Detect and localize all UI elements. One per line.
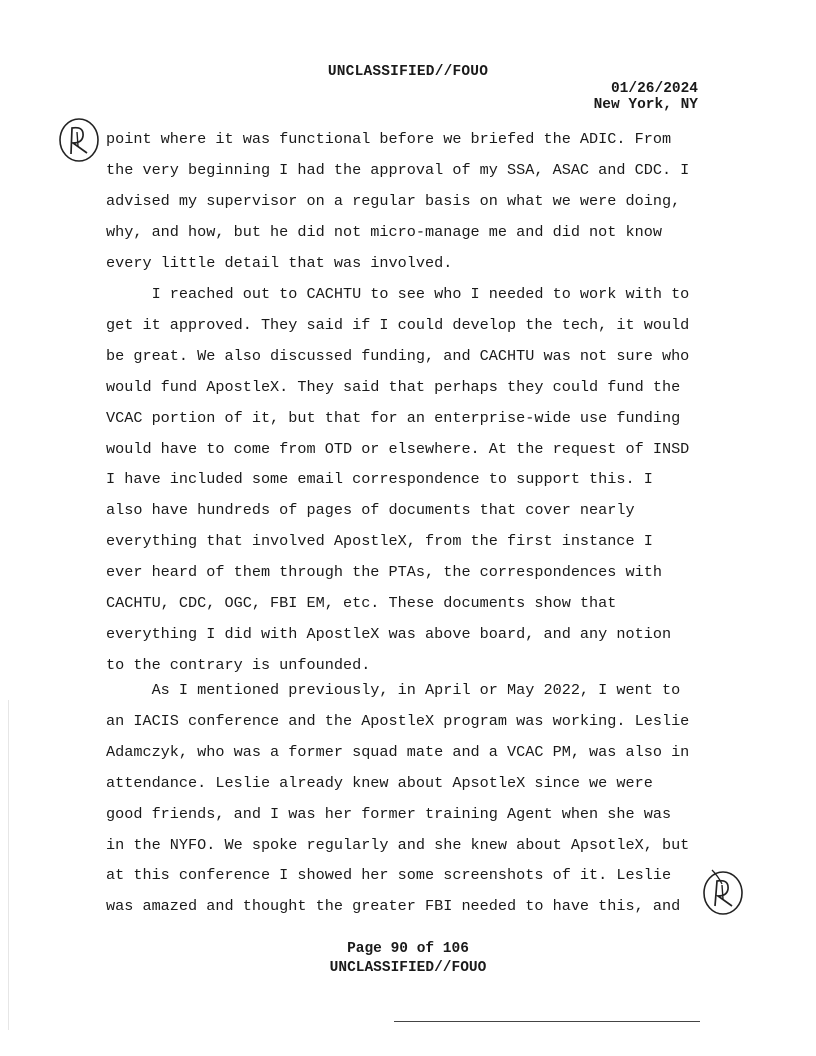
bottom-rule [394, 1021, 700, 1022]
text-line: in the NYFO. We spoke regularly and she knew about ApsotleX, but [106, 835, 690, 854]
text-line: every little detail that was involved. [106, 253, 453, 272]
text-line: point where it was functional before we briefed the ADIC. From [106, 130, 672, 148]
page-number: Page 90 of 106 [347, 941, 469, 957]
text-line: also have hundreds of pages of documents that cover nearly [106, 501, 635, 520]
text-line: would fund ApostleX. They said that perhaps they could fund the [106, 377, 681, 396]
text-line: advised my supervisor on a regular basis on what we were doing, [106, 191, 681, 210]
text-line: attendance. Leslie already knew about ApsotleX since we were [106, 773, 653, 792]
document-date: 01/26/2024 [610, 81, 698, 97]
footer-classification: UNCLASSIFIED//FOUO [329, 960, 487, 976]
text-line: I reached out to CACHTU to see who I needed to work with to [106, 285, 690, 303]
paragraph-1 [106, 124, 706, 279]
text-line: ever heard of them through the PTAs, the correspondences with [106, 563, 662, 582]
text-line: would have to come from OTD or elsewhere. At the request of INSD [106, 439, 690, 458]
text-line: I have included some email correspondence to support this. I [106, 470, 653, 489]
text-line: an IACIS conference and the ApostleX program was working. Leslie [106, 711, 690, 730]
text-line: As I mentioned previously, in April or May 2022, I went to [106, 681, 681, 699]
text-line: at this conference I showed her some screenshots of it. Leslie [106, 866, 672, 885]
text-line: everything that involved ApostleX, from the first instance I [106, 532, 653, 551]
header-classification: UNCLASSIFIED//FOUO [327, 64, 489, 80]
text-line: why, and how, but he did not micro-manage me and did not know [106, 222, 662, 241]
text-line: VCAC portion of it, but that for an enterprise-wide use funding [106, 408, 681, 427]
handwritten-initials-mark [698, 866, 750, 918]
paragraph-2 [106, 279, 706, 681]
text-line: everything I did with ApostleX was above board, and any notion [106, 624, 672, 643]
text-line: CACHTU, CDC, OGC, FBI EM, etc. These documents show that [106, 594, 617, 613]
text-line: to the contrary is unfounded. [106, 655, 371, 674]
text-line: be great. We also discussed funding, and CACHTU was not sure who [106, 346, 690, 365]
text-line: was amazed and thought the greater FBI needed to have this, and [106, 897, 681, 916]
scan-edge-line [8, 700, 9, 1030]
handwritten-initials-mark [54, 116, 106, 168]
text-line: Adamczyk, who was a former squad mate and a VCAC PM, was also in [106, 742, 690, 761]
text-line: good friends, and I was her former training Agent when she was [106, 804, 672, 823]
text-line: get it approved. They said if I could develop the tech, it would [106, 315, 690, 334]
document-location: New York, NY [593, 97, 698, 113]
text-line: the very beginning I had the approval of my SSA, ASAC and CDC. I [106, 160, 690, 179]
paragraph-3 [106, 675, 706, 922]
